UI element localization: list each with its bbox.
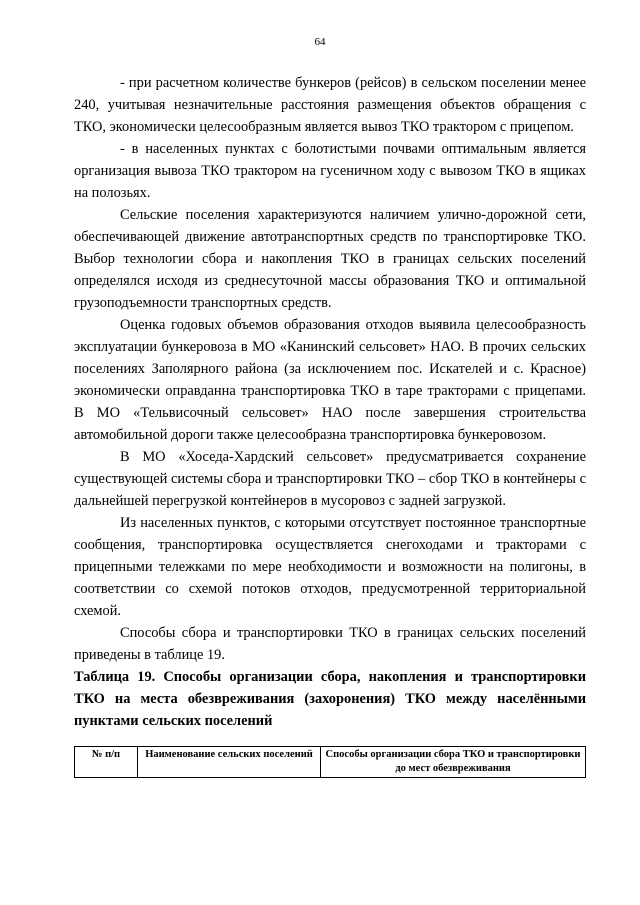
paragraph-volume-assessment: Оценка годовых объемов образования отходов выявила целесообразность эксплуатации бункеровоза в МО «Канинский сельсовет» НАО. В прочих сельских поселениях Заполярного района (за исключением пос. Искателей и с. Красное) экономически оправданна транспортировка ТКО в таре тракторами с прицепами. В МО «Тельвисочный сельсовет» НАО после завершения строительства автомобильной дороги также целесообразна транспортировка бункеровозом. — [74, 317, 586, 443]
table-caption: Таблица 19. Способы организации сбора, накопления и транспортировки ТКО на места обезвреживания (захоронения) ТКО между населёнными пунктами сельских поселений — [74, 669, 586, 729]
document-body — [74, 72, 586, 778]
paragraph-trailer-option: - при расчетном количестве бункеров (рейсов) в сельском поселении менее 240, учитывая незначительные расстояния размещения объектов обращения с ТКО, экономически целесообразным является вывоз ТКО трактором с прицепом. — [74, 75, 586, 135]
page-number: 64 — [314, 36, 326, 48]
header-settlement-name: Наименование сельских поселений — [138, 747, 321, 778]
paragraph-table-reference: Способы сбора и транспортировки ТКО в границах сельских поселений приведены в таблице 19. — [74, 625, 586, 663]
paragraph-road-network: Сельские поселения характеризуются наличием улично-дорожной сети, обеспечивающей движение автотранспортных средств по транспортировке ТКО. Выбор технологии сбора и накопления ТКО в границах сельских поселений определялся исходя из среднесуточной массы образования ТКО и оптимальной грузоподъемности транспортных средств. — [74, 207, 586, 311]
table-header-row — [75, 747, 586, 778]
collection-methods-table — [74, 746, 586, 778]
paragraph-swamp-option: - в населенных пунктах с болотистыми почвами оптимальным является организация вывоза ТКО трактором на гусеничном ходу с вывозом ТКО в ящиках на полозьях. — [74, 141, 586, 201]
header-collection-method: Способы организации сбора ТКО и транспортировки до мест обезвреживания — [321, 747, 586, 778]
paragraph-khoseda-khardsky: В МО «Хоседа-Хардский сельсовет» предусматривается сохранение существующей системы сбора и транспортировки ТКО – сбор ТКО в контейнеры с дальнейшей перегрузкой контейнеров в мусоровоз с задней загрузкой. — [74, 449, 586, 509]
header-number: № п/п — [75, 747, 138, 778]
paragraph-remote-settlements: Из населенных пунктов, с которыми отсутствует постоянное транспортные сообщения, транспортировка осуществляется снегоходами и тракторами с прицепными тележками по мере необходимости и возможности на полигоны, в соответствии со схемой потоков отходов, предусмотренной территориальной схемой. — [74, 515, 586, 619]
